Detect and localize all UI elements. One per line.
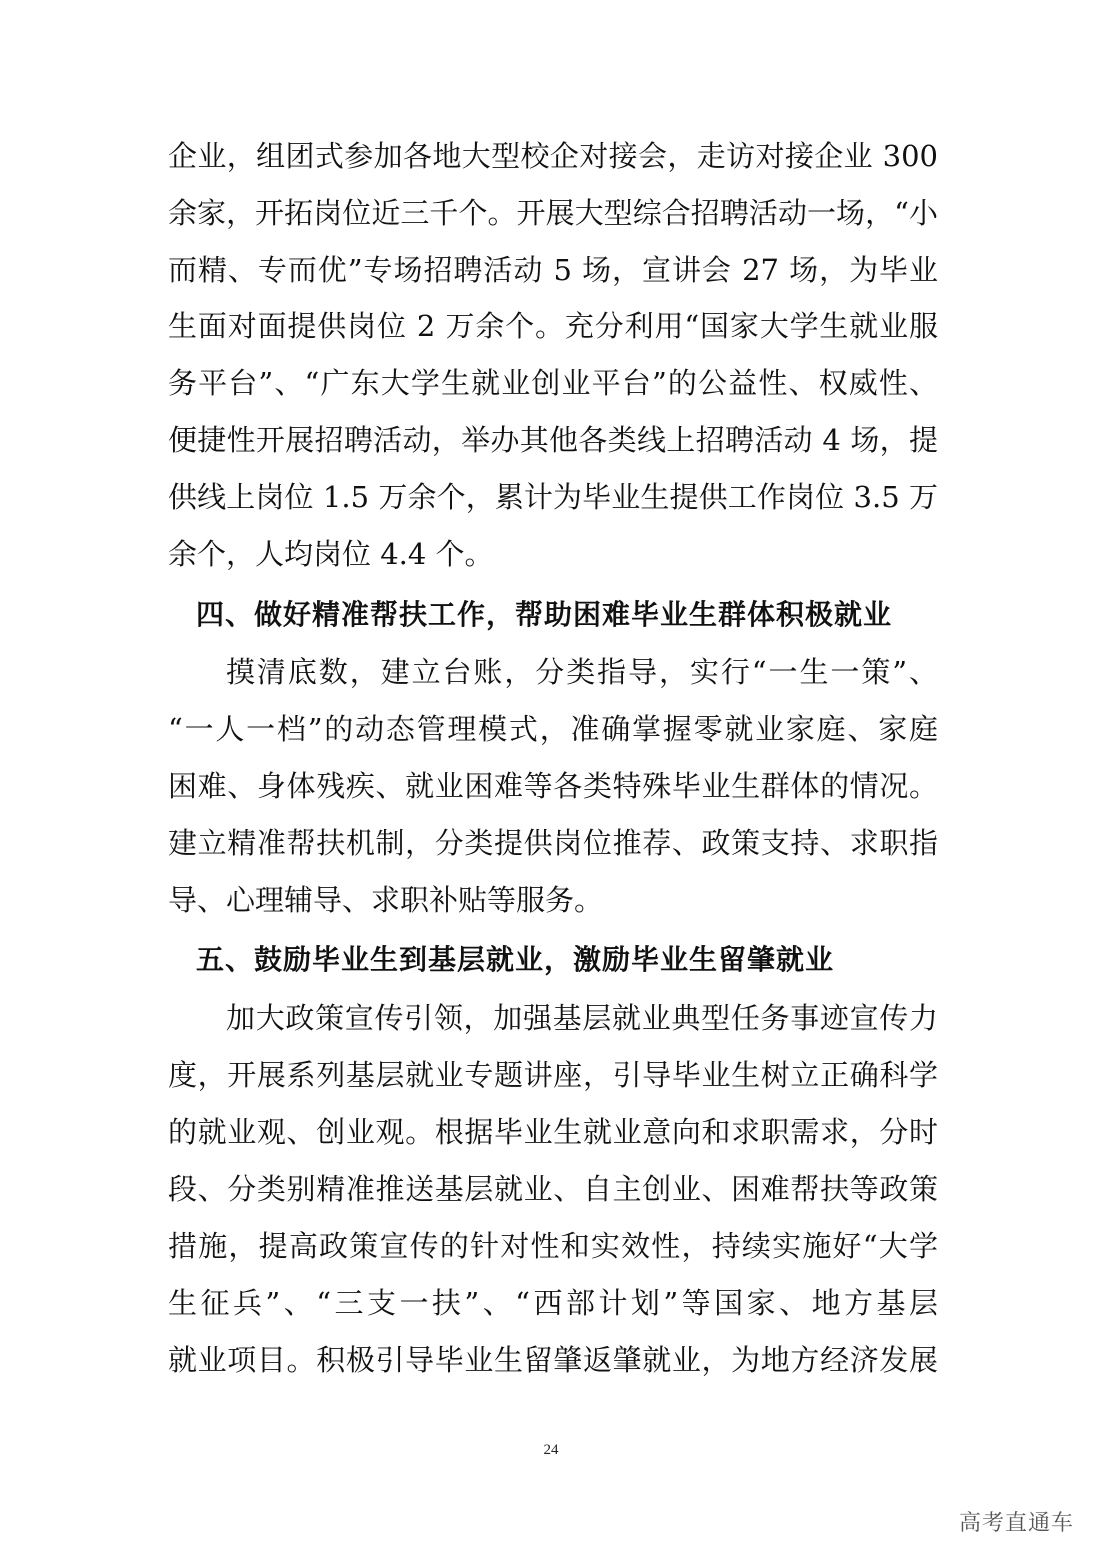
paragraph-line: 余个，人均岗位 4.4 个。 — [168, 537, 494, 571]
paragraph-line: 建立精准帮扶机制，分类提供岗位推荐、政策支持、求职指 — [168, 826, 938, 860]
paragraph-line: 生面对面提供岗位 2 万余个。充分利用“国家大学生就业服 — [168, 309, 938, 343]
paragraph-line: 供线上岗位 1.5 万余个，累计为毕业生提供工作岗位 3.5 万 — [168, 480, 938, 514]
paragraph-line: 度，开展系列基层就业专题讲座，引导毕业生树立正确科学 — [168, 1058, 938, 1092]
paragraph-line: 的就业观、创业观。根据毕业生就业意向和求职需求，分时 — [168, 1115, 938, 1149]
paragraph-line: 困难、身体残疾、就业困难等各类特殊毕业生群体的情况。 — [168, 769, 938, 803]
section-heading-5: 五、鼓励毕业生到基层就业，激励毕业生留肇就业 — [196, 943, 835, 976]
paragraph-line: 摸清底数，建立台账，分类指导，实行“一生一策”、 — [226, 655, 938, 689]
paragraph-line: “一人一档”的动态管理模式，准确掌握零就业家庭、家庭 — [168, 712, 938, 746]
paragraph-line: 导、心理辅导、求职补贴等服务。 — [168, 883, 604, 917]
paragraph-line: 便捷性开展招聘活动，举办其他各类线上招聘活动 4 场，提 — [168, 423, 938, 457]
paragraph-line: 务平台”、“广东大学生就业创业平台”的公益性、权威性、 — [168, 366, 938, 400]
paragraph-line: 加大政策宣传引领，加强基层就业典型任务事迹宣传力 — [226, 1001, 938, 1035]
paragraph-line: 余家，开拓岗位近三千个。开展大型综合招聘活动一场，“小 — [168, 196, 938, 230]
paragraph-line: 企业，组团式参加各地大型校企对接会，走访对接企业 300 — [168, 139, 938, 173]
paragraph-line: 段、分类别精准推送基层就业、自主创业、困难帮扶等政策 — [168, 1172, 938, 1206]
paragraph-line: 措施，提高政策宣传的针对性和实效性，持续实施好“大学 — [168, 1229, 938, 1263]
section-heading-4: 四、做好精准帮扶工作，帮助困难毕业生群体积极就业 — [196, 598, 893, 631]
watermark: 高考直通车 — [958, 1511, 1074, 1536]
page-number: 24 — [543, 1442, 559, 1458]
paragraph-line: 生征兵”、“三支一扶”、“西部计划”等国家、地方基层 — [168, 1286, 938, 1320]
paragraph-line: 而精、专而优”专场招聘活动 5 场，宣讲会 27 场，为毕业 — [168, 253, 938, 287]
paragraph-line: 就业项目。积极引导毕业生留肇返肇就业，为地方经济发展 — [168, 1343, 938, 1377]
